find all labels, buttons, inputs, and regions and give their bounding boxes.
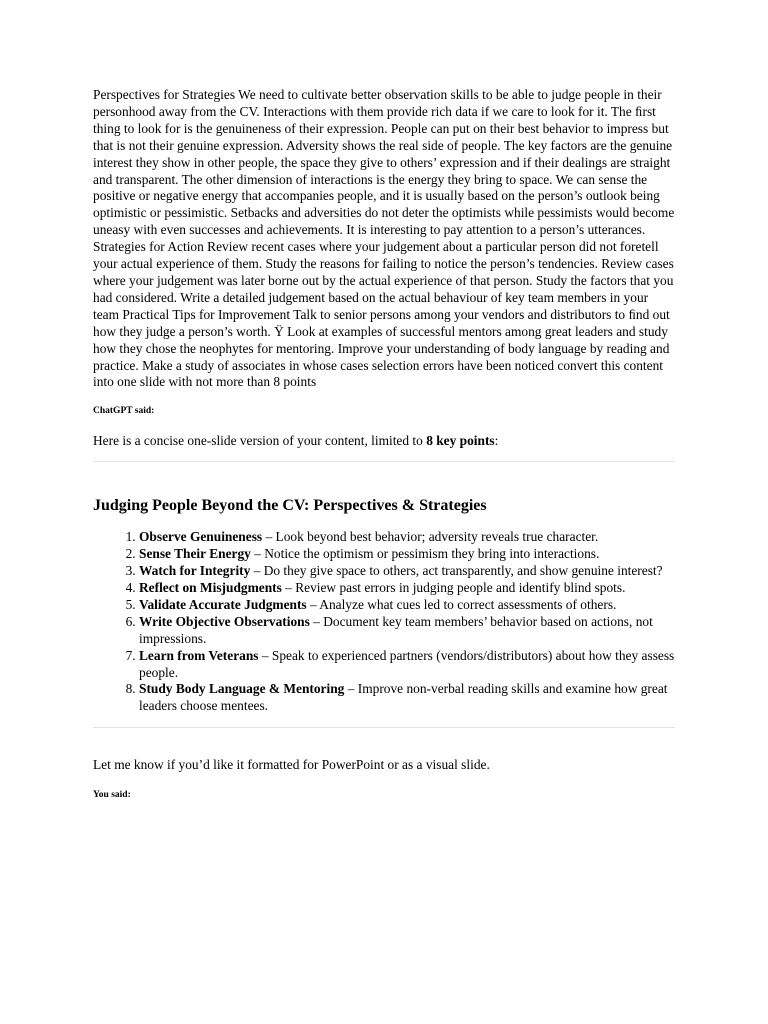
list-item (139, 597, 675, 614)
list-item (139, 563, 675, 580)
assistant-label: ChatGPT said: (93, 406, 155, 417)
intro-bold-text: 8 key points (426, 433, 495, 449)
point-title: Write Objective Observations (139, 613, 310, 629)
point-text: – Look beyond best behavior; adversity reveals true character. (262, 529, 599, 545)
list-item (139, 529, 675, 546)
point-title: Study Body Language & Mentoring (139, 681, 345, 697)
list-item (139, 546, 675, 563)
list-item (139, 681, 675, 715)
point-text: – Speak to experienced partners (vendors/distributors) about how they assess people. (139, 647, 675, 680)
divider-top (93, 461, 675, 462)
point-text: – Notice the optimism or pessimism they bring into interactions. (250, 546, 600, 562)
point-title: Learn from Veterans (139, 647, 259, 663)
list-item (139, 614, 675, 648)
point-text: – Document key team members’ behavior based on actions, not impressions. (139, 613, 653, 646)
user-prompt-text: Perspectives for Strategies We need to cultivate better observation skills to be able to judge people in their personhood away from the CV. Interactions with them provide rich data if we care to look for it. The ﬁrst thing to look for is the genuineness of their expression. People can put on their best behavior to impress but that is not their genuine expression. Adversity shows the real side of people. The key factors are the genuine interest they show in other people, the space they give to others’ expression and if their dealings are straight and transparent. The other dimension of interactions is the energy they bring to space. We can sense the positive or negative energy that accompanies people, and it is usually based on the person’s outlook being optimistic or pessimistic. Setbacks and adversities do not deter the optimists while pessimists would become uneasy with even successes and achievements. It is interesting to pay attention to a person’s utterances. Strategies for Action Review recent cases where your judgement about a particular person did not foretell your actual experience of them. Study the reasons for failing to notice the person’s tendencies. Review cases where your judgement was later borne out by the actual experience of that person. Study the factors that you had considered. Write a detailed judgement based on the actual behaviour of key team members in your team Practical Tips for Improvement Talk to senior persons among your vendors and distributors to ﬁnd out how they judge a person’s worth. Ÿ Look at examples of successful mentors among great leaders and study how they chose the neophytes for mentoring. Improve your understanding of body language by reading and practice. Make a study of associates in whose cases selection errors have been noticed convert this content into one slide with not more than 8 points (93, 87, 675, 390)
point-title: Validate Accurate Judgments (139, 596, 307, 612)
slide-heading: Judging People Beyond the CV: Perspectives & Strategies (93, 497, 487, 515)
point-text: – Improve non-verbal reading skills and examine how great leaders choose mentees. (139, 681, 668, 714)
response-intro (93, 432, 675, 449)
key-points-list (93, 529, 675, 715)
intro-colon: : (494, 433, 499, 449)
point-text: – Do they give space to others, act transparently, and show genuine interest? (250, 563, 663, 579)
list-item (139, 648, 675, 682)
point-text: – Analyze what cues led to correct assessments of others. (306, 596, 617, 612)
point-title: Reflect on Misjudgments (139, 580, 282, 596)
divider-bottom (93, 727, 675, 728)
point-title: Observe Genuineness (139, 529, 263, 545)
point-title: Sense Their Energy (139, 546, 251, 562)
user-label: You said: (93, 790, 131, 801)
list-item (139, 580, 675, 597)
intro-text: Here is a concise one-slide version of your content, limited to (93, 433, 427, 449)
point-title: Watch for Integrity (139, 563, 251, 579)
response-outro: Let me know if you’d like it formatted for PowerPoint or as a visual slide. (93, 757, 490, 773)
point-text: – Review past errors in judging people and identify blind spots. (281, 580, 626, 596)
document-page (93, 87, 675, 801)
